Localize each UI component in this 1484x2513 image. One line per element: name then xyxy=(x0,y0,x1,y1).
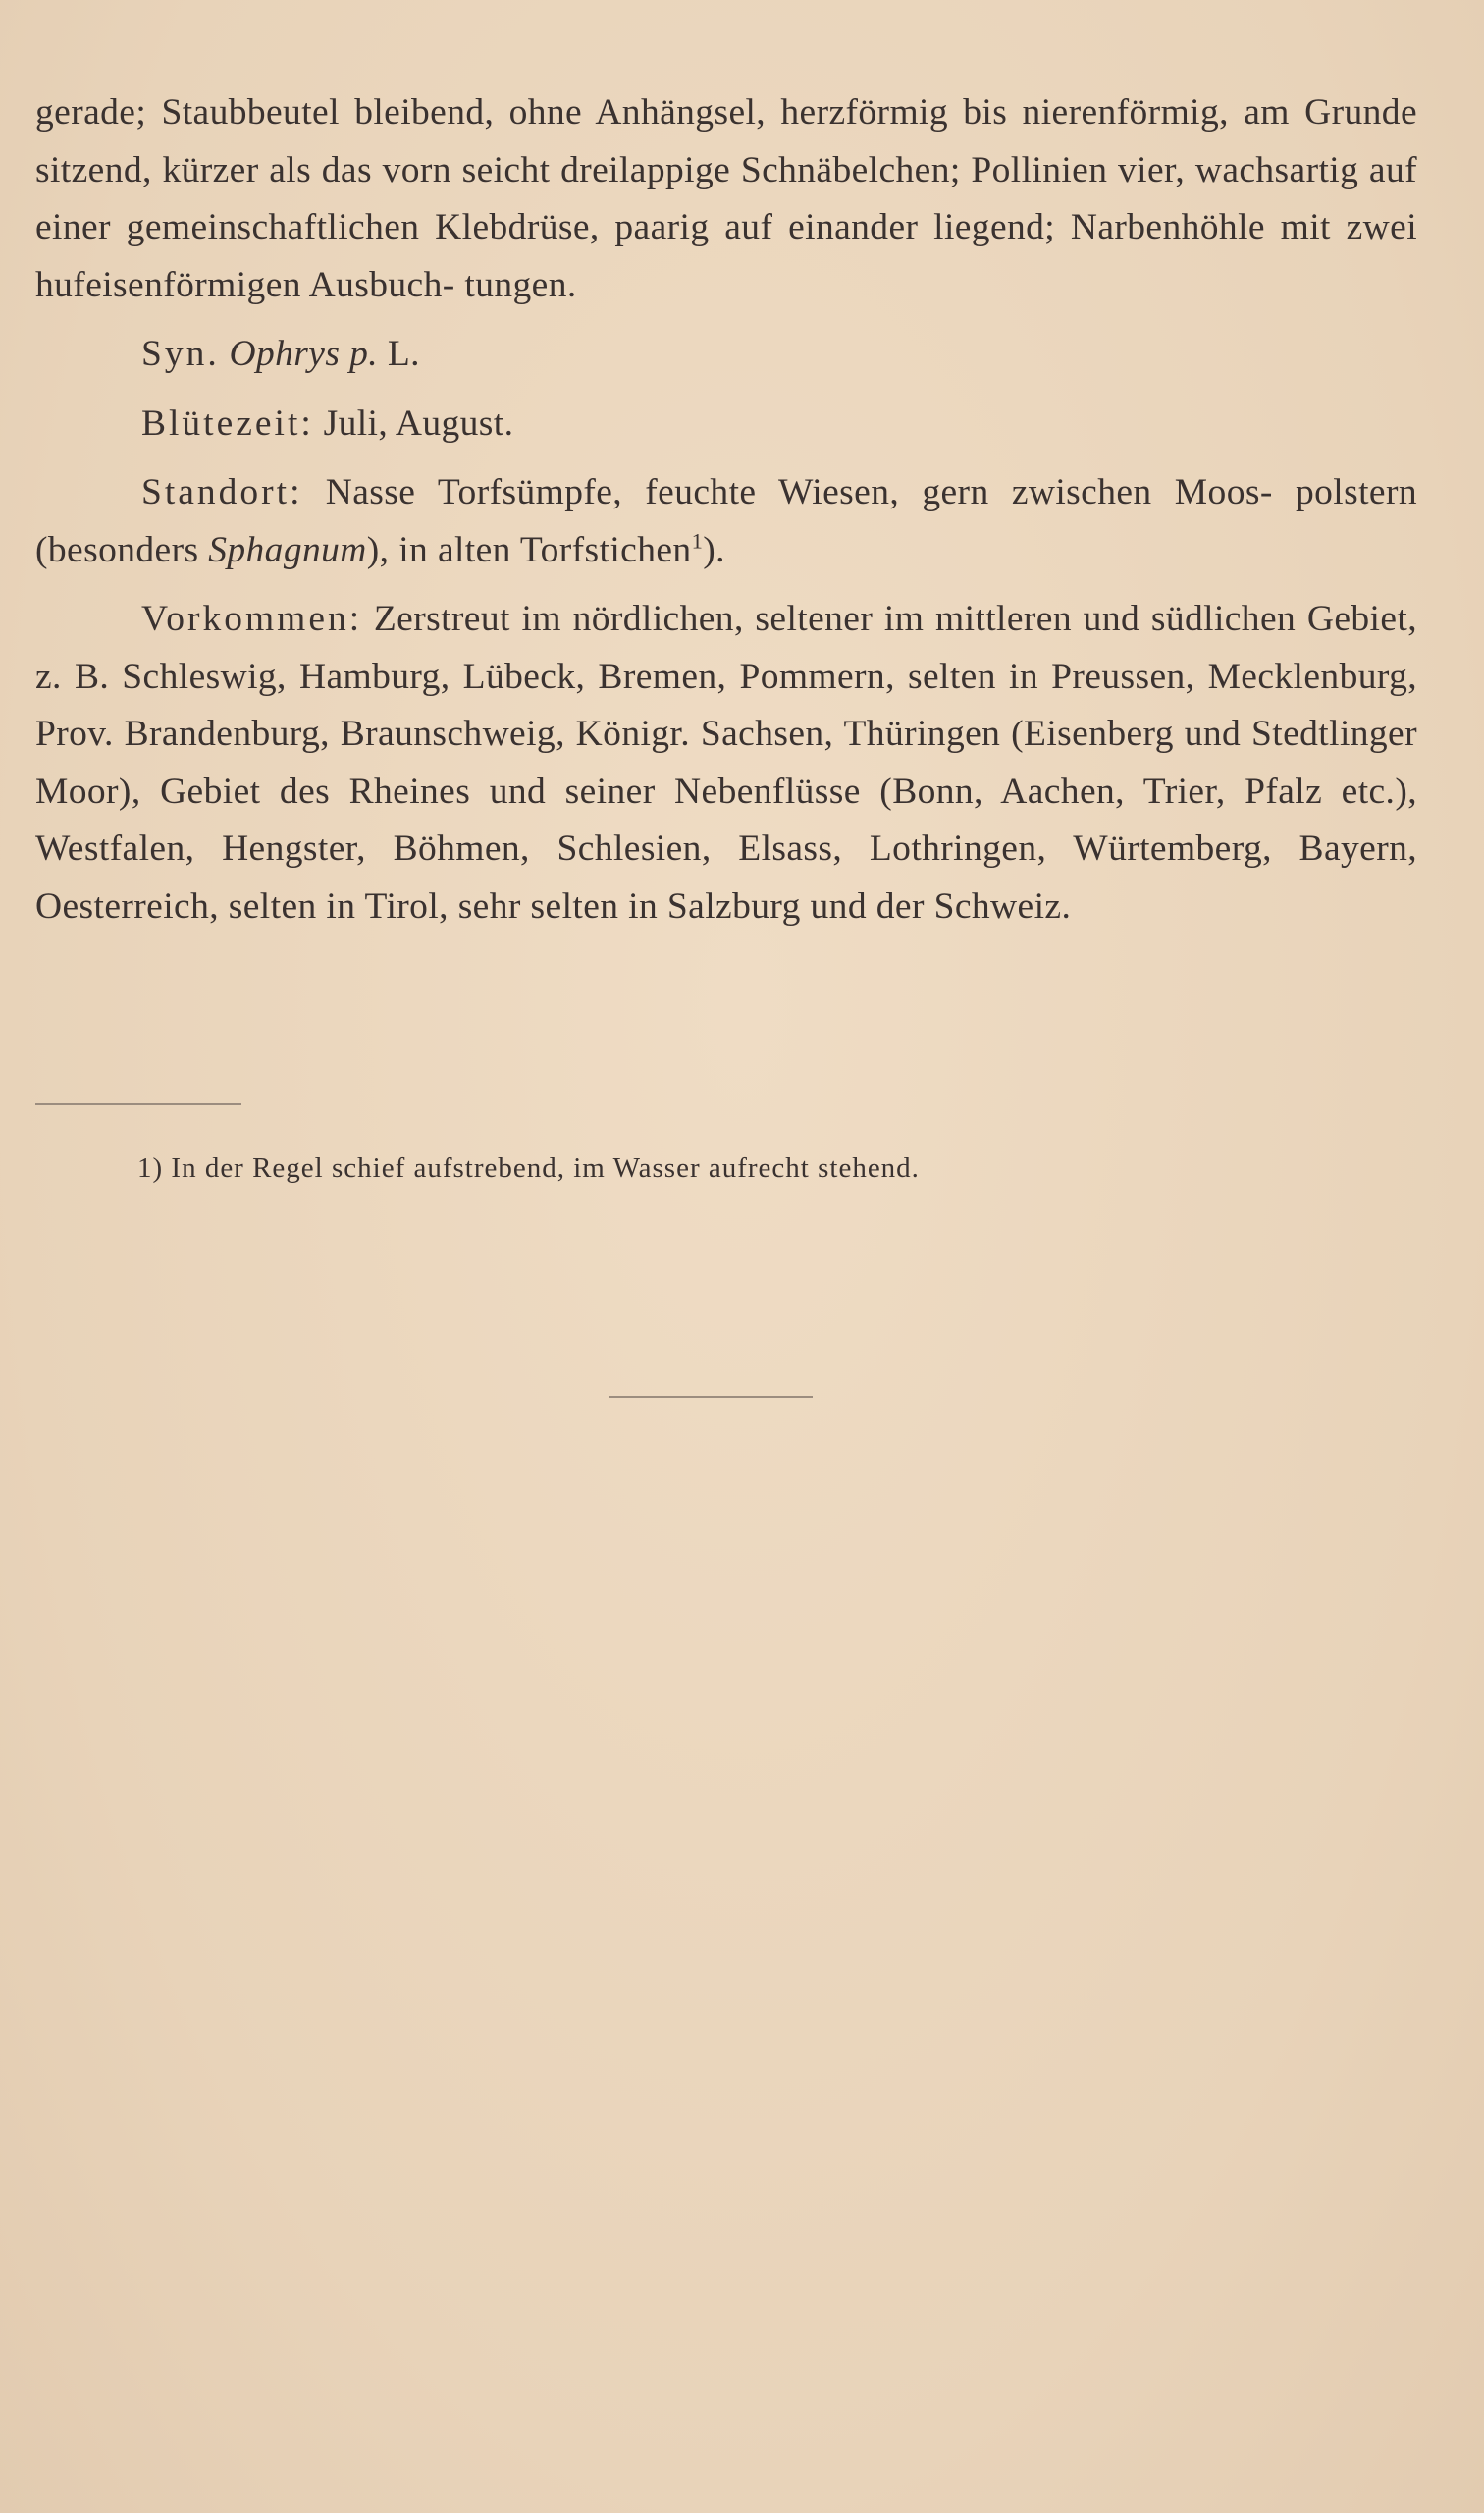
text-line: tungen. xyxy=(464,264,577,305)
bluetezeit-text: Juli, August. xyxy=(323,402,514,444)
text-line: am Grunde sitzend, kürzer als das vorn seicht dreilappige Schnäbelchen; xyxy=(35,92,1417,190)
text-line: und seiner Nebenflüsse (Bonn, Aachen, Trier, Pfalz etc.), Westfalen, xyxy=(35,771,1417,869)
vorkommen-label: Vorkommen: xyxy=(141,599,363,639)
text-line: Sachsen, Thüringen (Eisenberg und Stedtlinger Moor), Gebiet des Rheines xyxy=(35,714,1417,812)
standort-text: Nasse Torfsümpfe, feuchte Wiesen, gern zwischen Moos- xyxy=(325,472,1273,512)
text-line: Hengster, Böhmen, Schlesien, Elsass, Lothringen, Würtemberg, Bayern, xyxy=(222,829,1418,869)
intro-paragraph xyxy=(35,84,1417,314)
bluetezeit-label: Blütezeit: xyxy=(141,402,314,444)
standort-paragraph xyxy=(35,464,1417,579)
footnote-divider xyxy=(35,1103,241,1105)
syn-paragraph xyxy=(35,326,1417,384)
body-text xyxy=(35,84,1417,936)
standort-label: Standort: xyxy=(141,472,303,512)
text-line: südlichen Gebiet, z. B. Schleswig, Hamburg, Lübeck, Bremen, Pommern, xyxy=(35,599,1417,697)
syn-author: L. xyxy=(387,334,420,374)
syn-name: Ophrys p. xyxy=(229,334,379,374)
footnote-mark: 1 xyxy=(691,528,704,553)
text-line: Pollinien vier, wachsartig auf einer gemeinschaftlichen Klebdrüse, paarig xyxy=(35,149,1417,247)
standort-text-end: ). xyxy=(703,529,725,570)
text-line: Oesterreich, selten in Tirol, sehr selten in Salzburg und der Schweiz. xyxy=(35,885,1072,927)
page-end-rule xyxy=(609,1396,813,1398)
text-line: gerade; Staubbeutel bleibend, ohne Anhängsel, herzförmig bis nierenförmig, xyxy=(35,92,1229,133)
bluetezeit-paragraph xyxy=(35,396,1417,454)
standort-text-after: ), in alten Torfstichen xyxy=(366,529,692,570)
standort-text-line2: polstern (besonders xyxy=(35,472,1417,570)
footnote: 1) In der Regel schief aufstrebend, im Wasser aufrecht stehend. xyxy=(137,1152,920,1184)
standort-italic: Sphagnum xyxy=(208,529,367,570)
vorkommen-paragraph xyxy=(35,591,1417,936)
syn-label: Syn. xyxy=(141,334,220,374)
vorkommen-text: Zerstreut im nördlichen, seltener im mittleren und xyxy=(373,599,1140,639)
text-line: auf einander liegend; Narbenhöhle mit zwei hufeisenförmigen Ausbuch- xyxy=(35,207,1418,305)
text-line: selten in Preussen, Mecklenburg, Prov. Brandenburg, Braunschweig, Königr. xyxy=(35,656,1417,754)
